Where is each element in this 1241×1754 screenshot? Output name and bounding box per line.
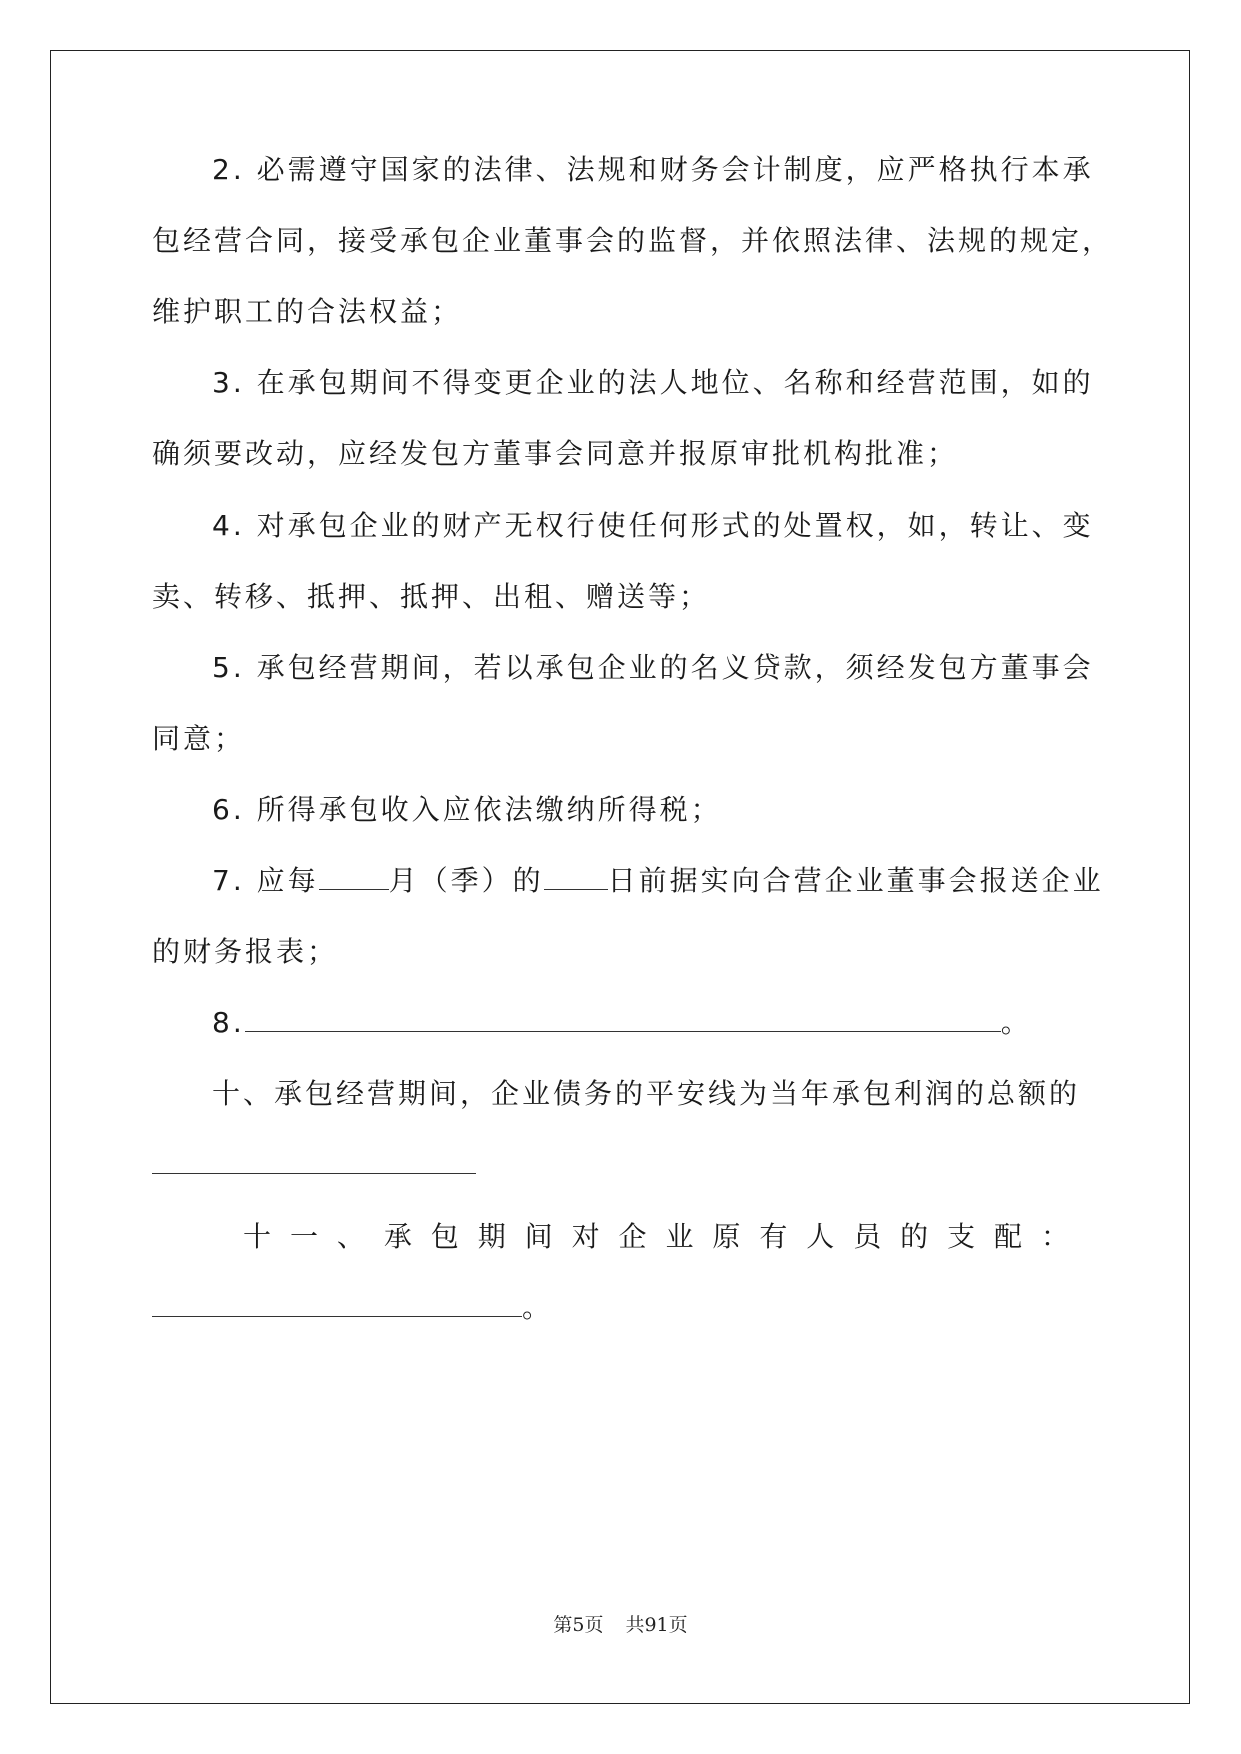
item-3-line-2: 确须要改动，应经发包方董事会同意并报原审批机构批准；	[152, 437, 959, 470]
item-2-line-2: 包经营合同，接受承包企业董事会的监督，并依照法律、法规的规定，	[152, 224, 1114, 257]
page-footer	[0, 1612, 1241, 1638]
clause-11-char: 十	[243, 1220, 272, 1253]
clause-11-char: 配	[994, 1220, 1023, 1253]
item-7-line-2: 的财务报表；	[152, 935, 339, 968]
item-7-text-middle: 月（季）的	[388, 864, 544, 897]
clause-10-blank-line	[152, 1143, 1092, 1187]
clause-11-char: 原	[712, 1220, 741, 1253]
clause-11-line-1	[243, 1215, 1069, 1259]
item-5-line-1: 5. 承包经营期间，若以承包企业的名义贷款，须经发包方董事会	[212, 651, 1094, 684]
item-2-line-3: 维护职工的合法权益；	[152, 295, 463, 328]
item-3-line-1: 3. 在承包期间不得变更企业的法人地位、名称和经营范围，如的	[212, 366, 1094, 399]
clause-11-char: 对	[571, 1220, 600, 1253]
page-number: 第5页	[553, 1614, 604, 1636]
item-2-line-1: 2. 必需遵守国家的法律、法规和财务会计制度，应严格执行本承	[212, 153, 1094, 186]
item-7-text-end: 日前据实向合营企业董事会报送企业	[607, 864, 1104, 897]
clause-11-char: 的	[900, 1220, 929, 1253]
clause-11-char: 期	[477, 1220, 506, 1253]
item-6-line-1: 6. 所得承包收入应依法缴纳所得税；	[212, 793, 722, 826]
page-total: 共91页	[625, 1614, 688, 1636]
item-7-line-1	[212, 859, 1152, 903]
clause-11-char: 企	[618, 1220, 647, 1253]
clause-11-period: 。	[522, 1291, 554, 1324]
clause-11-char: 业	[665, 1220, 694, 1253]
item-8-blank	[245, 1001, 1001, 1032]
clause-11-char: 包	[430, 1220, 459, 1253]
item-4-line-1: 4. 对承包企业的财产无权行使任何形式的处置权，如，转让、变	[212, 509, 1094, 542]
item-8-label: 8.	[212, 1006, 245, 1039]
month-blank	[319, 859, 389, 890]
clause-11-char: 人	[806, 1220, 835, 1253]
item-5-line-2: 同意；	[152, 722, 246, 755]
day-blank	[544, 859, 608, 890]
clause-11-char: 有	[759, 1220, 788, 1253]
clause-10-blank	[152, 1143, 476, 1174]
item-4-line-2: 卖、转移、抵押、抵押、出租、赠送等；	[152, 580, 711, 613]
clause-11-char: 、	[336, 1220, 365, 1253]
clause-11-char: 支	[947, 1220, 976, 1253]
clause-11-char: ：	[1040, 1220, 1069, 1253]
clause-11-char: 员	[853, 1220, 882, 1253]
item-7-text-start: 7. 应每	[212, 864, 319, 897]
clause-11-blank	[152, 1286, 522, 1317]
clause-11-char: 间	[524, 1220, 553, 1253]
clause-10-line-1: 十、承包经营期间，企业债务的平安线为当年承包利润的总额的	[212, 1077, 1081, 1110]
clause-11-char: 承	[383, 1220, 412, 1253]
item-8-line	[212, 1001, 1152, 1045]
clause-11-char: 一	[289, 1220, 318, 1253]
item-8-period: 。	[1000, 1006, 1032, 1039]
clause-11-line-2	[152, 1286, 1092, 1330]
